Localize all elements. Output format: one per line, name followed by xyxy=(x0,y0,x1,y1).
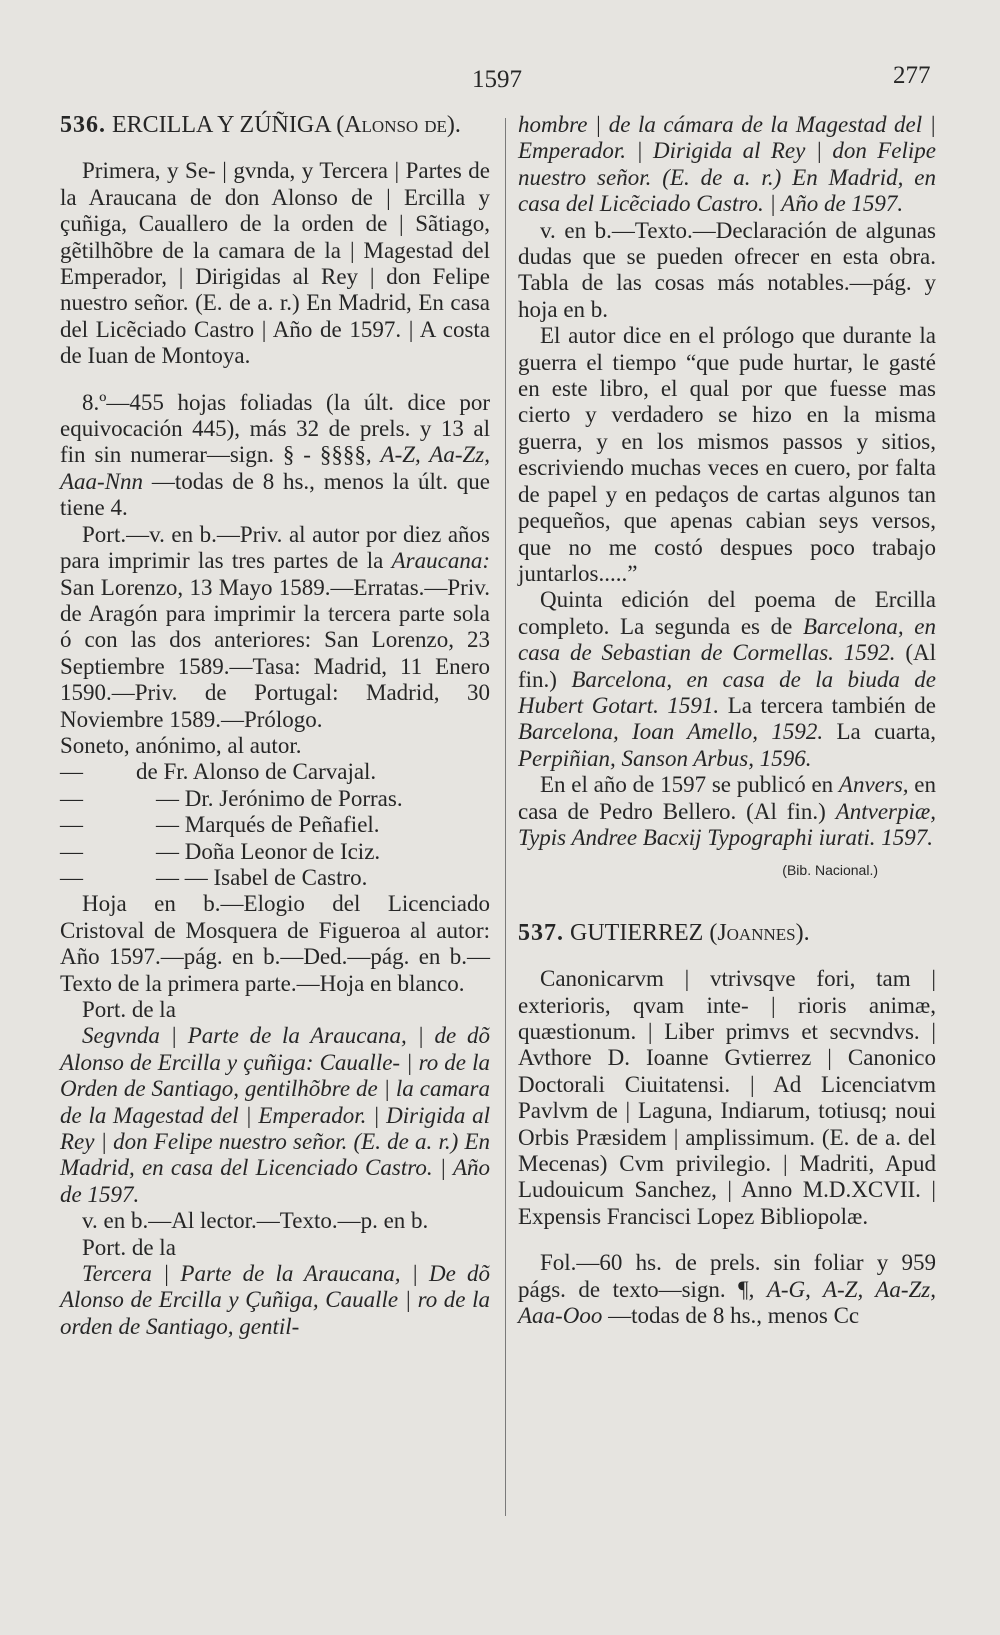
port-tercera-title: Tercera | Parte de la Araucana, | De dõ Alonso de Ercilla y Çuñiga, Caualle | ro de la orden de Santiago, gentil- xyxy=(60,1261,490,1339)
library-credit: (Bib. Nacional.) xyxy=(782,862,878,879)
anvers-note: En el año de 1597 se publicó en Anvers, en casa de Pedro Bellero. (Al fin.) Antverpiæ, Typis Andree Bacxij Typographi iurati. 1597. xyxy=(518,772,937,850)
sonnet-line: — — Dr. Jerónimo de Porras. xyxy=(60,785,403,811)
entry-author: GUTIERREZ ( xyxy=(570,919,718,946)
port-tercera-label: Port. de la xyxy=(82,1234,176,1260)
entry-author-close: ). xyxy=(795,919,810,946)
entry-author-forename: Joannes xyxy=(717,919,796,946)
segunda-contents: v. en b.—Al lector.—Texto.—p. en b. xyxy=(82,1208,429,1234)
contents-text: Port.—v. en b.—Priv. al autor por diez años para imprimir las tres partes de la xyxy=(60,521,490,574)
title-transcription: Primera, y Se- | gvnda, y Tercera | Partes de la Araucana de don Alonso de | Ercilla y çuñiga, Cauallero de la orden de | Sãtiago, gẽtilhõbre de la camara de la | Magestad del Emperador, | Dirigidas al Rey | don Felipe nuestro señor. (E. de a. r.) En Madrid, En casa del Licẽciado Castro | Año de 1597. | A costa de Iuan de Montoya. xyxy=(60,158,490,369)
physical-description xyxy=(60,390,490,522)
title-transcription: Canonicarvm | vtrivsqve fori, tam | exterioris, qvam inte- | rioris animæ, quæstionum. | Liber primvs et secvndvs. | Avthore D. Ioanne Gvtierrez | Canonico Doctorali Ciuitatensi. | Ad Licenciatvm Pavlvm de | Laguna, Indiarum, totiusq; noui Orbis Præsidem | amplissimum. (E. de a. del Mecenas) Cvm privilegio. | Madriti, Apud Ludouicum Sanchez, | Anno M.D.XCVII. | Expensis Francisci Lopez Bibliopolæ. xyxy=(518,966,936,1229)
sonnet-line: — — Doña Leonor de Iciz. xyxy=(60,838,381,864)
sonnet-line: — de Fr. Alonso de Carvajal. xyxy=(60,759,377,785)
contents-italic-title: Araucana: xyxy=(391,548,490,574)
right-column xyxy=(518,112,936,1329)
continued-title: hombre | de la cámara de la Magestad del | Emperador. | Dirigida al Rey | don Felipe nuestro señor. (E. de a. r.) En Madrid, en casa del Licẽciado Castro. | Año de 1597. xyxy=(518,112,936,217)
contents-text-tail: San Lorenzo, 13 Mayo 1589.—Erratas.—Priv. de Aragón para imprimir la tercera parte sola ó con las dos anteriores: San Lorenzo, 23 Septiembre 1589.—Tasa: Madrid, 11 Enero 1590.—Priv. de Portugal: Madrid, 30 Noviembre 1589.—Prólogo. xyxy=(60,574,490,732)
editions-note: Quinta edición del poema de Ercilla completo. La segunda es de Barcelona, en casa de Sebastian de Cormellas. 1592. (Al fin.) Barcelona, en casa de la biuda de Hubert Gotart. 1591. La tercera también de Barcelona, Ioan Amello, 1592. La cuarta, Perpiñian, Sanson Arbus, 1596. xyxy=(518,587,936,771)
physical-description-tail: —todas de 8 hs., menos la últ. que tiene 4. xyxy=(60,468,490,521)
tercera-contents: v. en b.—Texto.—Declaración de algunas dudas que se pueden ofrecer en esta obra. Tabla de las cosas más notables.—pág. y hoja en b. xyxy=(518,217,936,322)
entry-author: ERCILLA Y ZÚÑIGA ( xyxy=(112,112,345,138)
entry-author-forename: Alonso de xyxy=(344,112,447,138)
sonnets-list xyxy=(60,733,490,891)
sonnet-line: — — — Isabel de Castro. xyxy=(60,864,368,890)
port-segunda-label: Port. de la xyxy=(82,997,176,1022)
sonnet-line: — — Marqués de Peñafiel. xyxy=(60,812,380,838)
contents-list xyxy=(60,522,490,733)
physical-description-text: 8.º—455 hojas foliadas (la últ. dice por equivocación 445), más 32 de prels. y 13 al fin sin numerar—sign. § - §§§§, xyxy=(60,389,490,468)
prologue-quote: El autor dice en el prólogo que durante la guerra el tiempo “que pude hurtar, le gasté en este libro, el qual por que fuesse mas cierto y verdadero se hizo en la misma guerra, y en los mismos passos y sitios, escriviendo muchas veces en cuero, por falta de papel y en pedaços de cartas algunos tan pequeños, que apenas cabian seys versos, que no me costó despues poco trabajo juntarlos.....” xyxy=(518,323,936,586)
entry-heading-536 xyxy=(60,112,490,138)
left-column xyxy=(60,112,490,1340)
entry-number: 536. xyxy=(60,112,106,138)
entry-author-close: ). xyxy=(446,112,461,138)
physical-description: Fol.—60 hs. de prels. sin foliar y 959 págs. de texto—sign. ¶, A-G, A-Z, Aa-Zz, Aaa-Ooo —todas de 8 hs., menos Cc xyxy=(518,1250,936,1329)
page-number: 277 xyxy=(893,62,931,89)
sonnet-line: Soneto, anónimo, al autor. xyxy=(60,732,302,758)
running-header-year: 1597 xyxy=(472,66,522,93)
column-divider xyxy=(505,118,506,1516)
signature-marks: A-Z, Aa-Zz, Aaa-Nnn xyxy=(60,442,491,494)
entry-number: 537. xyxy=(518,919,564,946)
after-sonnets: Hoja en b.—Elogio del Licenciado Cristoval de Mosquera de Figueroa al autor: Año 1597.—pág. en b.—Ded.—pág. en b.—Texto de la primera parte.—Hoja en blanco. xyxy=(60,891,490,996)
port-segunda-title: Segvnda | Parte de la Araucana, | de dõ Alonso de Ercilla y çuñiga: Caualle- | ro de la Orden de Santiago, gentilhõbre de | la camara de la Magestad del | Emperador. | Dirigida al Rey | don Felipe nuestro señor. (E. de a. r.) En Madrid, en casa del Licenciado Castro. | Año de 1597. xyxy=(60,1023,490,1207)
entry-heading-537 xyxy=(518,920,936,946)
